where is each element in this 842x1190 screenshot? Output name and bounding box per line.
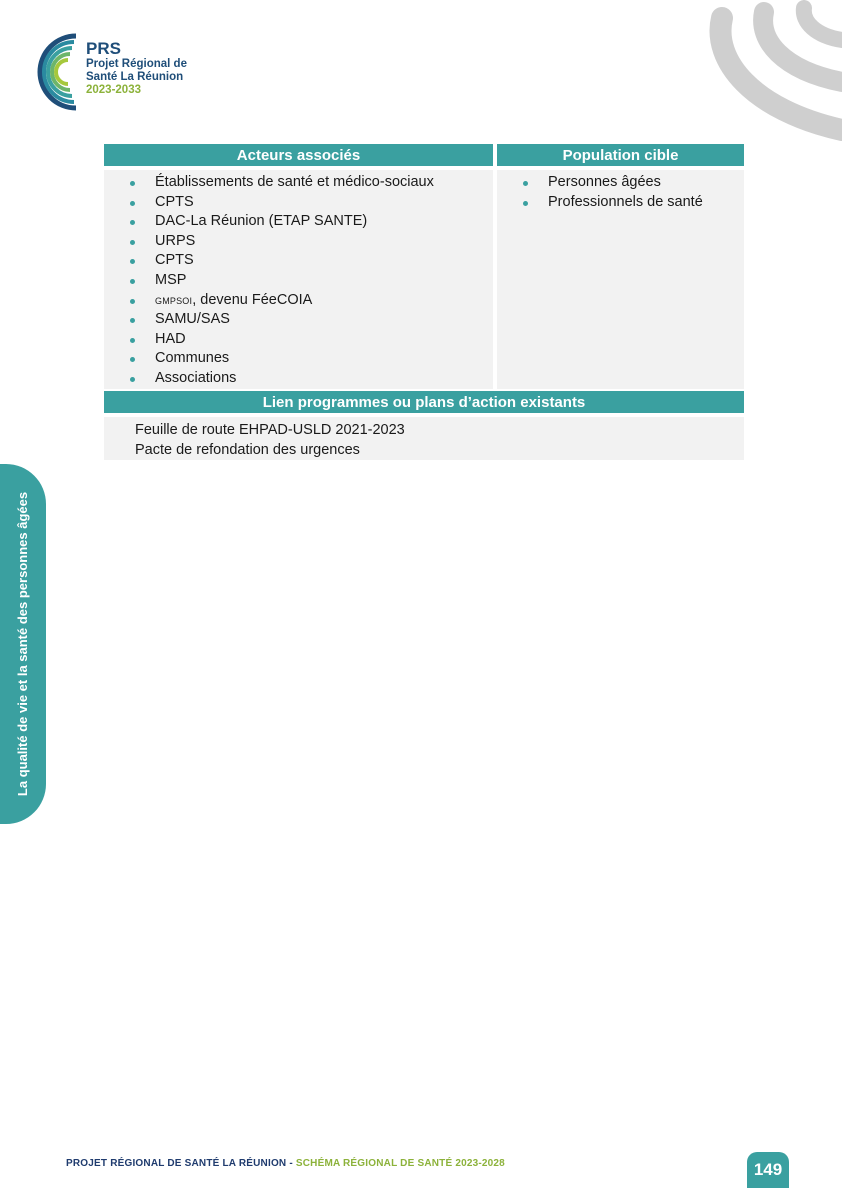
link-item: Pacte de refondation des urgences <box>135 441 360 458</box>
list-item: SAMU/SAS <box>104 310 493 330</box>
list-item: Communes <box>104 349 493 369</box>
list-item: CPTS <box>104 251 493 271</box>
footer <box>66 1158 505 1169</box>
list-item: Établissements de santé et médico-sociaux <box>104 173 493 193</box>
population-cell <box>497 170 744 389</box>
list-item: URPS <box>104 232 493 252</box>
bullet-icon <box>130 259 135 264</box>
bullet-icon <box>130 220 135 225</box>
logo-years: 2023-2033 <box>86 84 141 96</box>
bullet-icon <box>130 181 135 186</box>
prs-arcs-icon <box>24 28 84 112</box>
section-side-label: La qualité de vie et la santé des personnes âgées <box>15 491 30 797</box>
list-item: Professionnels de santé <box>497 193 744 213</box>
bullet-icon <box>130 240 135 245</box>
list-item: Associations <box>104 369 493 389</box>
bullet-icon <box>130 357 135 362</box>
bullet-icon <box>523 201 528 206</box>
decorative-arcs-icon <box>692 0 842 160</box>
link-item: Feuille de route EHPAD-USLD 2021-2023 <box>135 422 405 438</box>
prs-logo <box>24 28 224 112</box>
page-number: 149 <box>747 1152 789 1188</box>
bullet-icon <box>523 181 528 186</box>
bullet-icon <box>130 299 135 304</box>
bullet-icon <box>130 338 135 343</box>
header-population: Population cible <box>497 144 744 166</box>
links-cell <box>104 417 744 460</box>
bullet-icon <box>130 377 135 382</box>
footer-left: PROJET RÉGIONAL DE SANTÉ LA RÉUNION <box>66 1158 287 1169</box>
logo-line2: Santé La Réunion <box>86 71 184 83</box>
bullet-icon <box>130 318 135 323</box>
footer-right: SCHÉMA RÉGIONAL DE SANTÉ 2023-2028 <box>295 1158 505 1169</box>
list-item: DAC-La Réunion (ETAP SANTE) <box>104 212 493 232</box>
logo-line1: Projet Régional de <box>86 58 187 70</box>
footer-separator: - <box>286 1158 296 1169</box>
header-actors: Acteurs associés <box>104 144 493 166</box>
header-links: Lien programmes ou plans d’action existants <box>104 391 744 413</box>
actors-table <box>104 144 744 460</box>
logo-prs: PRS <box>86 39 121 58</box>
actors-cell <box>104 170 493 389</box>
bullet-icon <box>130 279 135 284</box>
bullet-icon <box>130 201 135 206</box>
list-item: GMPSOI, devenu FéeCOIA <box>104 291 493 311</box>
list-item: CPTS <box>104 193 493 213</box>
list-item: HAD <box>104 330 493 350</box>
list-item: Personnes âgées <box>497 173 744 193</box>
list-item: MSP <box>104 271 493 291</box>
